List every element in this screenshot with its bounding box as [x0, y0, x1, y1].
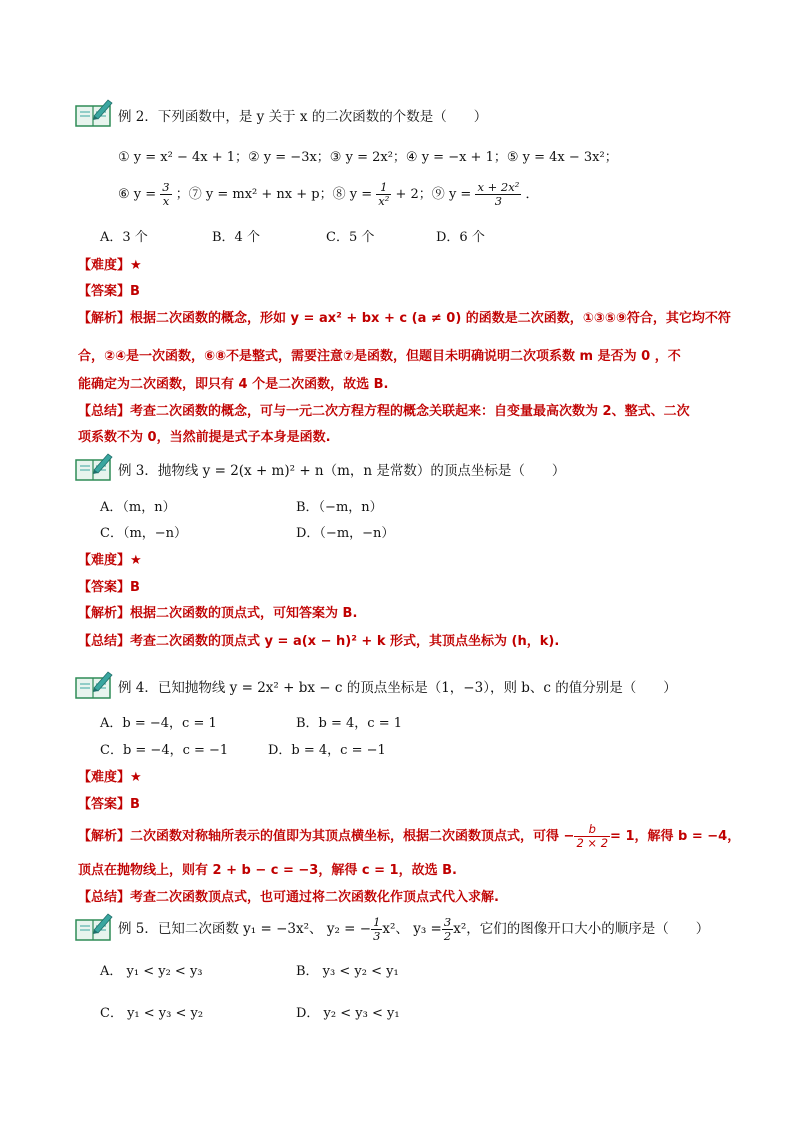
- fraction-1-over-3: $\frac{1}{3}$: [373, 915, 381, 943]
- ex2-option-d: D．6 个: [436, 230, 485, 245]
- ex3-summary: 【总结】考查二次函数的顶点式 y = a(x − h)² + k 形式，其顶点坐标为 (h，k).: [78, 634, 560, 649]
- ex4-option-a: A．b = −4，c = 1: [100, 716, 217, 731]
- ex2-difficulty: 【难度】★: [78, 258, 142, 273]
- ex2-answer: 【答案】B: [78, 284, 140, 299]
- ex4-difficulty: 【难度】★: [78, 770, 142, 785]
- fraction-x-2x2-over-3: $\frac{\text{x + 2x²}}{3}$: [477, 180, 520, 208]
- fraction-1-over-x2: $\frac{1}{\text{x²}}$: [378, 180, 390, 208]
- book-pencil-icon: [74, 452, 114, 482]
- ex5-option-d: D． y₂ < y₃ < y₁: [296, 1006, 400, 1021]
- fraction-b-over-2x2: $\frac{b}{2 \times 2}$: [576, 822, 609, 850]
- ex2-option-a: A．3 个: [100, 230, 148, 245]
- fraction-3-over-x: $\frac{3}{x}$: [162, 180, 170, 208]
- ex3-option-a: A．（m，n）: [100, 500, 176, 515]
- ex2-option-c: C．5 个: [326, 230, 375, 245]
- ex4-option-c: C．b = −4，c = −1: [100, 743, 229, 758]
- fraction-3-over-2: $\frac{3}{2}$: [443, 915, 452, 943]
- ex4-option-b: B．b = 4，c = 1: [296, 716, 403, 731]
- ex2-analysis-line3: 能确定为二次函数，即只有 4 个是二次函数，故选 B.: [78, 377, 389, 392]
- ex2-option-b: B．4 个: [212, 230, 260, 245]
- ex3-difficulty: 【难度】★: [78, 553, 142, 568]
- ex2-analysis-line1: 【解析】根据二次函数的概念，形如 y = ax² + bx + c (a ≠ 0) 的函数是二次函数，①③⑤⑨符合，其它均不符: [78, 311, 731, 326]
- ex5-option-c: C． y₁ < y₃ < y₂: [100, 1006, 204, 1021]
- book-pencil-icon: [74, 98, 114, 128]
- book-pencil-icon: [74, 912, 114, 942]
- ex4-analysis-line1: 【解析】二次函数对称轴所表示的值即为其顶点横坐标，根据二次函数顶点式，可得 − $\frac{b}{2 \times 2}$ = 1，解得 b = −4，: [78, 822, 741, 850]
- ex4-analysis-line2: 顶点在抛物线上，则有 2 + b − c = −3，解得 c = 1，故选 B.: [78, 863, 457, 878]
- ex4-answer: 【答案】B: [78, 797, 140, 812]
- ex3-stem: 例 3．抛物线 y = 2(x + m)² + n（m，n 是常数）的顶点坐标是（ ）: [118, 463, 566, 479]
- ex2-summary-line2: 项系数不为 0，当然前提是式子本身是函数.: [78, 430, 331, 445]
- ex3-analysis: 【解析】根据二次函数的顶点式，可知答案为 B.: [78, 606, 358, 621]
- ex4-option-d: D．b = 4，c = −1: [268, 743, 386, 758]
- ex3-option-d: D．（−m，−n）: [296, 526, 395, 541]
- ex2-functions-row2: ⑥ y = $\frac{3}{x}$ ；⑦ y = mx² + nx + p；⑧ y = $\frac{1}{\text{x²}}$ + 2；⑨ y = $\frac{\text{x + 2x²}}{3}$ ．: [118, 180, 539, 208]
- ex2-summary-line1: 【总结】考查二次函数的概念，可与一元二次方程方程的概念关联起来：自变量最高次数为 2、整式、二次: [78, 404, 690, 419]
- ex2-stem: 例 2．下列函数中，是 y 关于 x 的二次函数的个数是（ ）: [118, 109, 488, 125]
- ex5-option-a: A． y₁ < y₂ < y₃: [100, 964, 203, 979]
- ex3-answer: 【答案】B: [78, 580, 140, 595]
- ex2-functions-row1: ① y = x² − 4x + 1；② y = −3x；③ y = 2x²；④ y = −x + 1；⑤ y = 4x − 3x²；: [118, 150, 618, 165]
- ex4-stem: 例 4．已知抛物线 y = 2x² + bx − c 的顶点坐标是（1，−3），则 b、c 的值分别是（ ）: [118, 680, 677, 696]
- ex5-option-b: B． y₃ < y₂ < y₁: [296, 964, 399, 979]
- ex3-option-b: B．（−m，n）: [296, 500, 383, 515]
- ex3-option-c: C．（m，−n）: [100, 526, 188, 541]
- book-pencil-icon: [74, 670, 114, 700]
- ex2-analysis-line2: 合，②④是一次函数，⑥⑧不是整式，需要注意⑦是函数，但题目未明确说明二次项系数 m 是否为 0 ，不: [78, 349, 681, 364]
- ex4-summary: 【总结】考查二次函数顶点式，也可通过将二次函数化作顶点式代入求解.: [78, 890, 499, 905]
- ex5-stem: 例 5．已知二次函数 y₁ = −3x²、 y₂ = − $\frac{1}{3}$ x²、 y₃ = $\frac{3}{2}$ x²，它们的图像开口大小的顺序是（ ）: [118, 915, 710, 943]
